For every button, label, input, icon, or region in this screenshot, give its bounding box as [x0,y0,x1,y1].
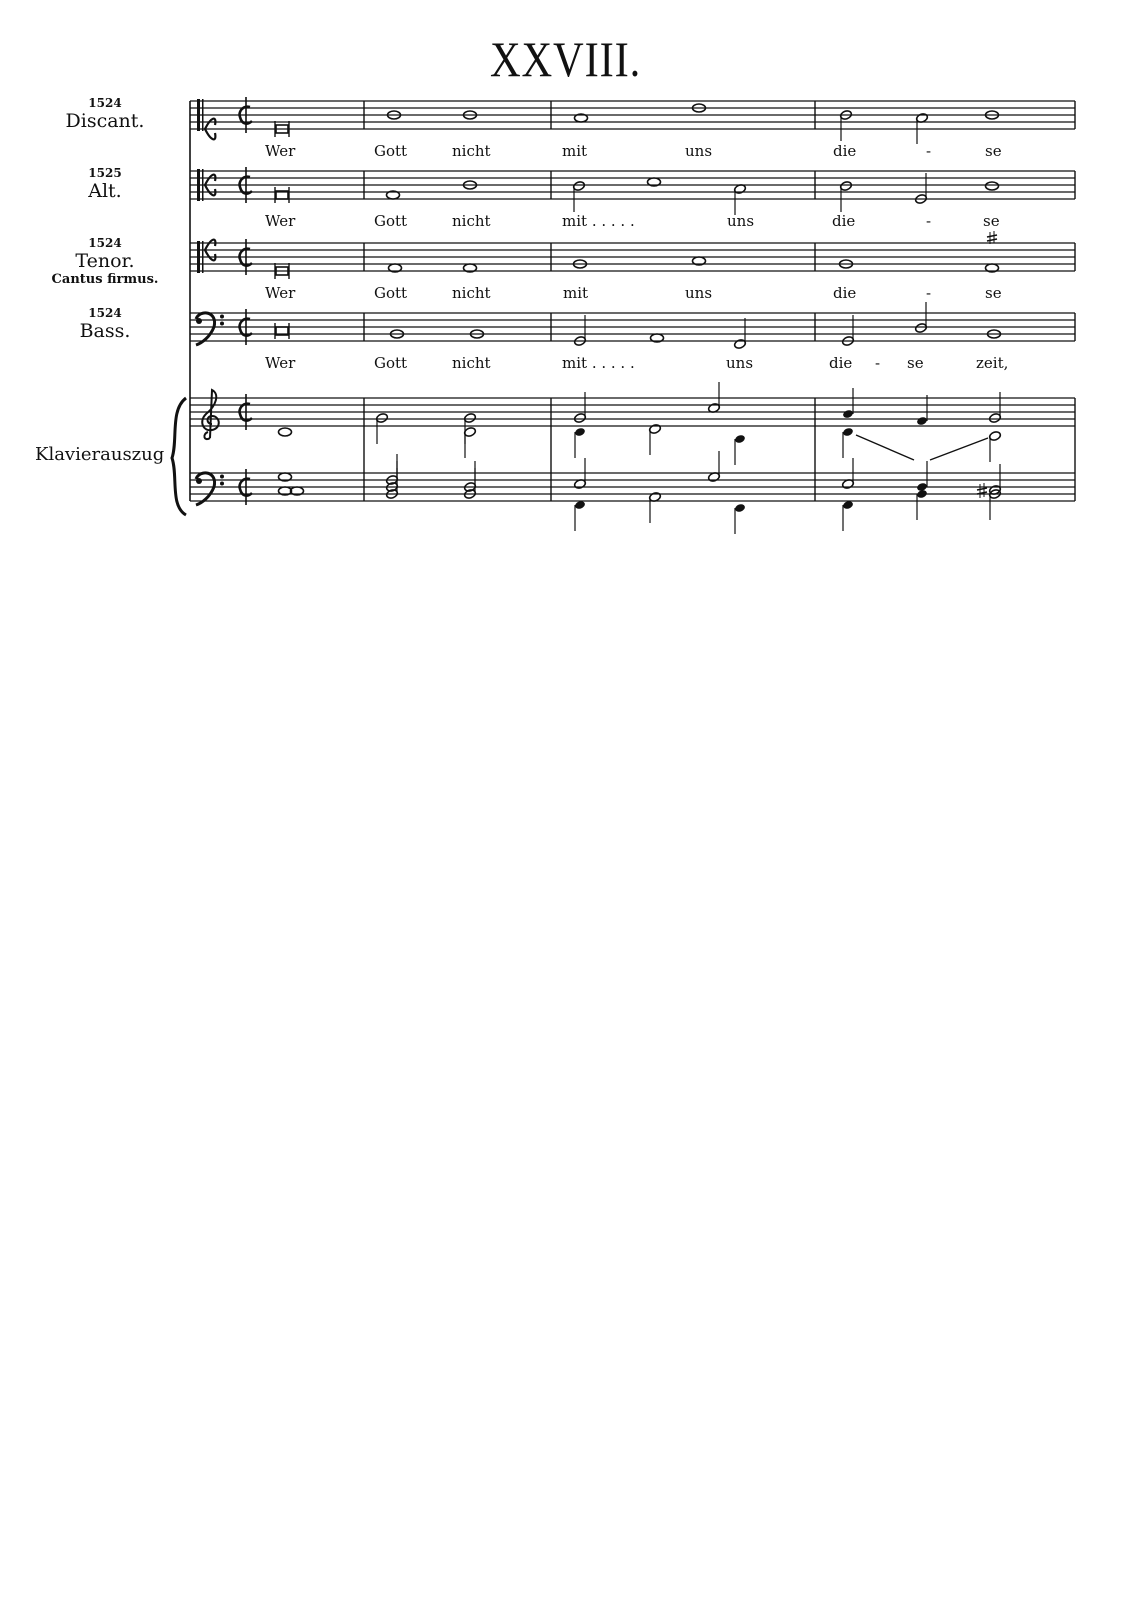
breve-note [275,187,289,203]
lyric-alt-2: Gott [374,212,408,230]
whole-note [986,182,999,190]
voice-leading-line [930,438,988,460]
quarter-note [734,503,746,513]
c-clef-bar [197,169,200,201]
c-clef-icon [197,240,215,273]
lyric-alt-3: nicht [452,212,491,230]
lyric-bass-9: zeit, [976,354,1009,372]
tenor-year: 1524 [88,236,122,250]
lyric-bass-5: uns [726,354,754,372]
lyric-discant-5: uns [685,142,713,160]
alt-name: Alt. [88,180,122,202]
lyric-tenor-1: Wer [265,284,296,302]
lyric-discant-4: mit [562,142,588,160]
lyric-alt-5: uns [727,212,755,230]
sharp-line [977,488,987,490]
breve-note [275,323,289,339]
lyric-bass-2: Gott [374,354,408,372]
whole-note [279,428,292,436]
lyric-alt-7: - [926,212,932,230]
sharp-icon [987,231,997,244]
quarter-note [916,416,928,426]
quarter-note [916,489,928,499]
lyric-discant-1: Wer [265,142,296,160]
sharp-line [987,239,997,241]
quarter-note [734,434,746,444]
bass-clef-curve [196,473,215,505]
piano-reduction-label: Klavierauszug [35,444,165,465]
lyric-bass-3: nicht [452,354,491,372]
lyric-alt-6: die [832,212,856,230]
c-clef-icon [197,99,215,139]
bass-clef-curve [196,313,215,345]
quarter-note [574,427,586,437]
c-clef-bar [202,169,204,201]
treble-clef-path [202,390,219,439]
c-clef-curve [205,185,215,195]
quarter-note [842,409,854,419]
lyric-tenor-8: se [985,284,1002,302]
lyric-alt-1: Wer [265,212,296,230]
sharp-icon [977,483,987,498]
lyric-tenor-2: Gott [374,284,408,302]
sharp-line [987,235,997,237]
lyric-alt-8: se [983,212,1000,230]
bass-year: 1524 [88,306,122,320]
treble-clef-icon [202,390,219,439]
lyric-bass-8: se [907,354,924,372]
lyric-alt-4: mit . . . . . [562,212,635,230]
lyric-discant-7: - [926,142,932,160]
bass-clef-dot [220,322,224,326]
lyric-tenor-7: - [926,284,932,302]
c-clef-curve [205,240,215,250]
c-clef-curve [205,129,215,139]
lyric-tenor-6: die [833,284,857,302]
bass-clef-dot [196,318,202,324]
quarter-note [842,427,854,437]
piece-title: XXVIII. [489,31,642,87]
lyric-bass-1: Wer [265,354,296,372]
bass-clef-dot [196,478,202,484]
discant-name: Discant. [65,110,145,132]
c-clef-bar [197,99,200,131]
c-clef-curve [205,175,215,185]
lyric-tenor-5: uns [685,284,713,302]
c-clef-bar [202,99,204,131]
tenor-subtitle: Cantus firmus. [51,272,159,287]
piano-brace [172,398,186,515]
bass-clef-dot [220,315,224,319]
lyric-discant-3: nicht [452,142,491,160]
lyric-bass-7: - [875,354,881,372]
c-clef-curve [205,119,215,129]
c-clef-curve [205,250,215,260]
bass-clef-dot [220,475,224,479]
bass-name: Bass. [79,320,131,342]
bass-clef-icon [196,313,224,345]
c-clef-bar [202,241,204,273]
lyric-tenor-3: nicht [452,284,491,302]
discant-year: 1524 [88,96,122,110]
bass-clef-dot [220,482,224,486]
tenor-name: Tenor. [75,250,135,272]
bass-clef-icon [196,473,224,505]
lyric-tenor-4: mit [563,284,589,302]
c-clef-bar [197,241,200,273]
lyric-discant-6: die [833,142,857,160]
lyric-discant-8: se [985,142,1002,160]
lyric-discant-2: Gott [374,142,408,160]
voice-leading-line [856,435,914,460]
alt-year: 1525 [88,166,122,180]
lyric-bass-4: mit . . . . . [562,354,635,372]
lyric-bass-6: die [829,354,853,372]
